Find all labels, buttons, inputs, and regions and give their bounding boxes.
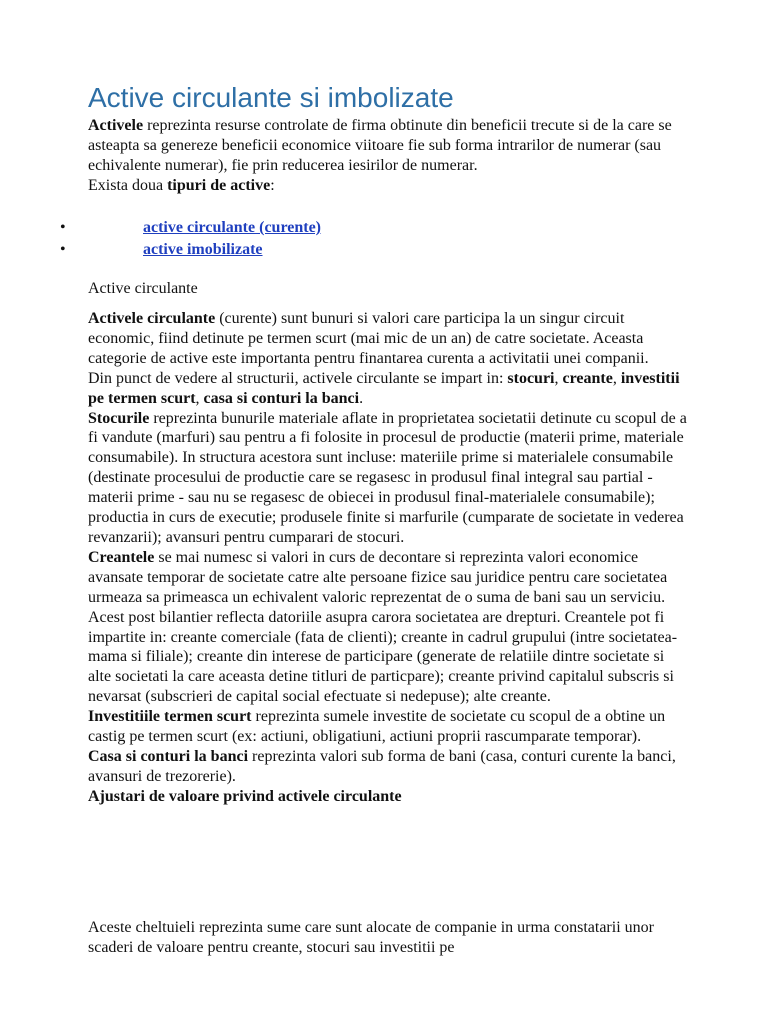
p7-bold: Ajustari de valoare privind activele circulante <box>88 787 402 805</box>
bullet-item-fixed-assets <box>0 239 768 261</box>
paragraph-casa <box>88 747 688 787</box>
paragraph-current-assets <box>88 309 688 369</box>
types-bold: tipuri de active <box>167 177 271 194</box>
p2-sep: , <box>554 369 563 387</box>
p2-sep: , <box>195 389 204 407</box>
bullet-icon: • <box>60 219 66 236</box>
p5-bold: Investitiile termen scurt <box>88 708 252 726</box>
bullet-icon: • <box>60 241 66 258</box>
types-line <box>88 176 698 196</box>
p2-bold-creante: creante <box>562 369 613 387</box>
p4-text: se mai numesc si valori in curs de decontare si reprezinta valori economice avansate temporar de societate catre alte persoane fizice sau juridice pentru care societatea urmeaza sa primeasca un echivalent valoric reprezentat de o suma de bani sau un serviciu. Acest post bilantier reflecta datoriile asupra carora societatea are drepturi. Creantele pot fi impartite in: creante comerciale (fata de clienti); creante in cadrul grupului (intre societatea-mama si filiale); creante din interese de participare (generate de relatiile dintre societate si alte societati la care aceasta detine titluri de particpare); creante privind capitalul subscris si nevarsat (subscrieri de capital social efectuate si nedepuse); alte creante. <box>88 548 678 706</box>
bullet-item-current-assets <box>0 217 768 239</box>
main-body <box>88 309 688 807</box>
p2-text: Din punct de vedere al structurii, activele circulante se impart in: <box>88 369 508 387</box>
p6-text: reprezinta valori sub forma de bani (casa, conturi curente la banci, avansuri de trezorerie). <box>88 747 676 785</box>
page-title: Active circulante si imbolizate <box>88 82 454 113</box>
types-prefix: Exista doua <box>88 177 168 194</box>
p3-bold: Stocurile <box>88 409 150 427</box>
p5-text: reprezinta sumele investite de societate cu scopul de a obtine un castig pe termen scurt (ex: actiuni, obligatiuni, actiuni proprii rascumparate temporar). <box>88 708 666 746</box>
paragraph-creante <box>88 548 688 707</box>
p2-bold-stocuri: stocuri <box>507 369 555 387</box>
p2-end: . <box>359 389 364 407</box>
paragraph-cheltuieli: Aceste cheltuieli reprezinta sume care sunt alocate de companie in urma constatarii unor scaderi de valoare pentru creante, stocuri sau investitii pe <box>88 919 654 956</box>
section-heading: Active circulante <box>88 280 198 297</box>
subheading-ajustari <box>88 787 688 807</box>
p3-text: reprezinta bunurile materiale aflate in proprietatea societatii detinute cu scopul de a fi vandute (marfuri) sau pentru a fi folosite in procesul de productie (materii prime, materiale consumabile). In structura acestora sunt incluse: materiile prime si materialele consumabile (destinate procesului de productie care se regasesc in produsul final integral sau partial - materii prime - sau nu se regasesc de obiecei in produsul final-materialele consumabile); productia in curs de executie; produsele finite si marfurile (cumparate de societate in vederea revanzarii); avansuri pentru cumparari de stocuri. <box>88 409 687 546</box>
intro-lead-bold: Activele <box>88 117 144 134</box>
paragraph-investitii <box>88 707 688 747</box>
link-active-circulante[interactable]: active circulante (curente) <box>143 219 322 236</box>
paragraph-stocuri <box>88 409 688 548</box>
p1-text: (curente) sunt bunuri si valori care participa la un singur circuit economic, fiind detinute pe termen scurt (mai mic de un an) de catre societate. Aceasta categorie de active este importanta pentru finantarea curenta a activitatii unei companii. <box>88 310 649 367</box>
types-suffix: : <box>270 177 275 194</box>
p2-sep: , <box>612 369 621 387</box>
p4-bold: Creantele <box>88 548 155 566</box>
intro-lead-rest: reprezinta resurse controlate de firma obtinute din beneficii trecute si de la care se asteapta sa genereze beneficii economice viitoare fie sub forma intrarilor de numerar (sau echivalente numerar), fie prin reducerea iesirilor de numerar. <box>88 117 672 174</box>
paragraph-structure <box>88 369 688 409</box>
p2-bold-investitii: investitii pe termen scurt <box>88 369 680 407</box>
p1-bold: Activele circulante <box>88 310 216 327</box>
link-active-imobilizate[interactable]: active imobilizate <box>143 241 263 258</box>
p6-bold: Casa si conturi la banci <box>88 747 249 765</box>
p2-bold-casa: casa si conturi la banci <box>203 389 360 407</box>
intro-text <box>88 116 698 176</box>
intro-paragraph <box>88 116 698 196</box>
